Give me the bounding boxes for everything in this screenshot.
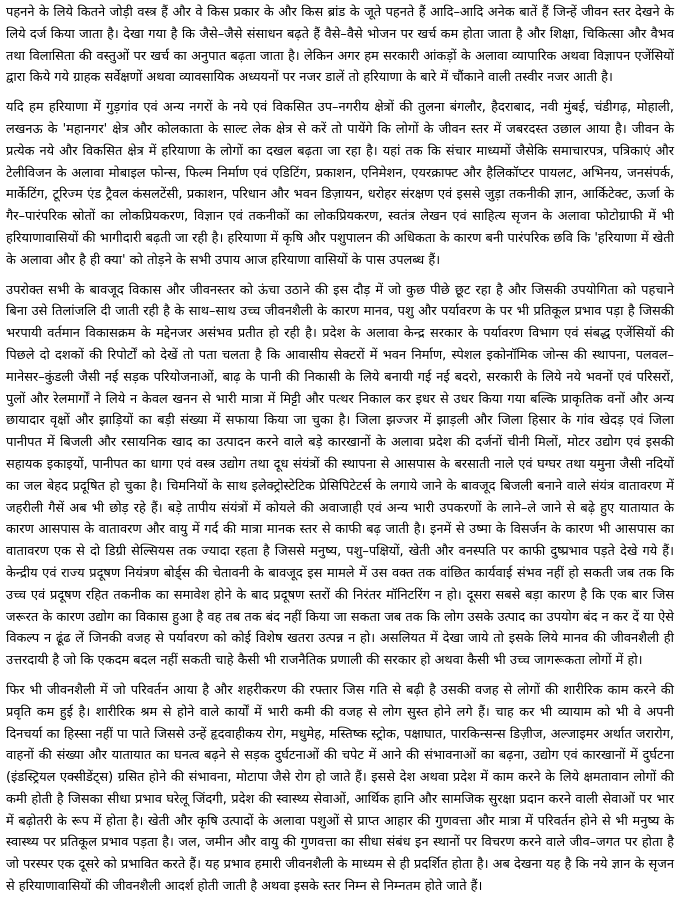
paragraph-environmental-impact: उपरोक्त सभी के बावजूद विकास और जीवनस्तर को ऊंचा उठाने की इस दौड़ में जो कुछ पीछे छूट रहा है और जिसकी उपयोगिता को पहचाने बिना उसे तिलांजलि दी जाती रही है के साथ–साथ उच्च जीवनशैली के कारण मानव, पशु और पर्यावरण के पर भी प्रतिकूल प्रभाव पड़ा है जिसकी भरपायी वर्तमान विकासक्रम के मद्देनजर असंभव प्रतीत हो रही है। प्रदेश के अलावा केन्द्र सरकार के पर्यावरण विभाग एवं संबद्ध एजेंसियों की पिछले दो दशकों की रिपोर्टों को देखें तो पता चलता है कि आवासीय सेक्टरों में भवन निर्माण, स्पेशल इकोनॉमिक जोन्स की स्थापना, पलवल–मानेसर–कुंडली जैसी नई सड़क परियोजनाओं, बाढ़ के पानी की निकासी के लिये बनायी गई नई बदरो, सरकारी के लिये नये भवनों एवं परिसरों, पुलों और रेलमार्गों ने लिये न केवल खनन से भारी मात्रा में मिट्टी और पत्थर निकाल कर इधर से उधर किया गया बल्कि प्राकृतिक वनों और अन्य छायादार वृक्षों और झाड़ियों का बड़ी संख्या में सफाया किया जा चुका है। जिला झज्जर में झाड़ली और जिला हिसार के गांव खेदड़ एवं जिला पानीपत में बिजली और रसायनिक खाद का उत्पादन करने वाले बड़े कारखानों के अलावा प्रदेश की दर्जनों चीनी मिलों, मोटर उद्योग एवं इसकी सहायक इकाइयों, पानीपत का धागा एवं वस्त्र उद्योग तथा दूध संयंत्रों की स्थापना से आसपास के बरसाती नाले एवं घग्घर तथा यमुना जैसी नदियों का जल बेहद प्रदूषित हो चुका है। चिमनियों के साथ इलेक्ट्रोस्टेटिक प्रेसिपिटेटर्स के लगाये जाने के बावजूद बिजली बनाने वाले संयंत्र वातावरण में जहरीली गैसें अब भी छोड़ रहे हैं। बड़े तापीय संयंत्रों में कोयले की अवाजाही एवं अन्य भारी उपकरणों के लाने–ले जाने से बढ़े हुए यातायात के कारण आसपास के वातावरण और वायु में गर्द की मात्रा मानक स्तर से काफी बढ़ जाती है। इनमें से उष्मा के विसर्जन के कारण भी आसपास का वातावरण एक से दो डिग्री सेल्सियस तक ज्यादा रहता है जिससे मनुष्य, पशु–पक्षियों, खेती और वनस्पति पर काफी दुष्प्रभाव पड़ते देखे गये हैं। केन्द्रीय एवं राज्य प्रदूषण नियंत्रण बोर्ड्स की चेतावनी के बावजूद इस मामले में उस वक्त तक वांछित कार्यवाई संभव नहीं हो सकती जब तक कि उच्च एवं प्रदूषण रहित तकनीक का समावेश होने के बाद प्रदूषण स्तरों की निरंतर मॉनिटरिंग न हो। दूसरा सबसे बड़ा कारण है कि एक बार जिस जरूरत के कारण उद्योग का विकास हुआ है वह तब तक बंद नहीं किया जा सकता जब तक कि लोग उसके उत्पाद का उपयोग बंद न कर दें या ऐसे विकल्प न ढूंढ लें जिनकी वजह से पर्यावरण को कोई विशेष खतरा उत्पन्न न हो। असलियत में देखा जाये तो इसके लिये मानव की जीवनशैली ही उत्तरदायी है जो कि एकदम बदल नहीं सकती चाहे कैसी भी राजनैतिक प्रणाली की सरकार हो अथवा कैसी भी उच्च जागरूकता लोगों में हो। xyxy=(6,282,674,669)
paragraph-health-effects: फिर भी जीवनशैली में जो परिवर्तन आया है और शहरीकरण की रफ्तार जिस गति से बढ़ी है उसकी वजह से लोगों की शारीरिक काम करने की प्रवृति कम हुई है। शारीरिक श्रम से होने वाले कार्यों में भारी कमी की वजह से लोग सुस्त होने लगे हैं। चाह कर भी व्यायाम को भी वे अपनी दिनचर्या का हिस्सा नहीं पा पाते जिससे उन्हें हृदवाहीकय रोग, मधुमेह, मस्तिष्क स्ट्रोक, पक्षाघात, पारकिन्सन्स डिज़ीज, अल्जाइमर अर्थात जरारोग, वाहनों की संख्या और यातायात का घनत्व बढ़ने से सड़क दुर्घटनाओं की चपेट में आने की संभावनाओं का बढ़ना, उद्योग एवं कारखानों में दुर्घटना (इंडस्ट्रियल एक्सीडेंट्स) ग्रसित होने की संभावना, मोटापा जैसे रोग हो जाते हैं। इससे देश अथवा प्रदेश में काम करने के लिये क्षमतावान लोगों की कमी होती है जिसका सीधा प्रभाव घरेलू जिंदगी, प्रदेश की स्वास्थ्य सेवाओं, आर्थिक हानि और सामजिक सुरक्षा प्रदान करने वाली सेवाओं पर भार में बढ़ोतरी के रूप में होता है। खेती और कृषि उत्पादों के अलावा पशुओं से प्राप्त आहार की गुणवत्ता और मात्रा में परिवर्तन होने से भी मनुष्य के स्वास्थ्य पर प्रतिकूल प्रभाव पड़ता है। जल, जमीन और वायु की गुणवत्ता का सीधा संबंध इन स्थानों पर विचरण करने वाले जीव–जगत पर होता है जो परस्पर एक दूसरे को प्रभावित करते हैं। यह प्रभाव हमारी जीवनशैली के माध्यम से ही प्रदर्शित होता है। अब देखना यह है कि नये ज्ञान के सृजन से हरियाणावासियों की जीवनशैली आदर्श होती जाती है अथवा इसके स्तर निम्न से निम्नतम होते जाते हैं। xyxy=(6,682,674,895)
paragraph-lifestyle-spending: पहनने के लिये कितने जोड़ी वस्त्र हैं और वे किस प्रकार के और किस ब्रांड के जूते पहनते हैं आदि–आदि अनेक बातें हैं जिन्हें जीवन स्तर देखने के लिये दर्ज किया जाता है। देखा गया है कि जैसे–जैसे संसाधन बढ़ते हैं वैसे–वैसे भोजन पर खर्च कम होता जाता है और शिक्षा, चिकित्सा और वैभव तथा विलासिता की वस्तुओं पर खर्च का अनुपात बढ़ता जाता है। लेकिन अगर हम सरकारी आंकड़ों के अलावा व्यापारिक अथवा विज्ञापन एजेंसियों द्वारा किये गये ग्राहक सर्वेक्षणों अथवा व्यावसायिक अध्ययनों पर नजर डालें तो हरियाणा के बारे में चौंकाने वाली तस्वीर नजर आती है। xyxy=(6,5,674,86)
paragraph-urban-comparison: यदि हम हरियाणा में गुड़गांव एवं अन्य नगरों के नये एवं विकसित उप–नगरीय क्षेत्रों की तुलना बंगलौर, हैदराबाद, नवी मुंबई, चंडीगढ़, मोहाली, लखनऊ के 'महानगर' क्षेत्र और कोलकाता के साल्ट लेक क्षेत्र से करें तो पायेंगे कि लोगों के जीवन स्तर में जबरदस्त उछाल आया है। जीवन के प्रत्येक नये और विकसित क्षेत्र में हरियाणा के लोगों का दखल बढ़ता जा रहा है। यहां तक कि संचार माध्यमों जैसेकि समाचारपत्र, पत्रिकाएं और टेलीविजन के अलावा मोबाइल फोन्स, फिल्म निर्माण एवं एडिटिंग, प्रकाशन, एनिमेशन, एयरक्राफ्ट और हैलिकॉप्टर पायलट, अभिनय, जनसंपर्क, मार्केटिंग, टूरिज्म एंड ट्रैवल कंसलटेंसी, प्रकाशन, परिधान और भवन डिज़ायन, धरोहर संरक्षण एवं इससे जुड़ा तकनीकी ज्ञान, आर्किटेक्ट, ऊर्जा के गैर–पारंपरिक स्रोतों का लोकप्रियकरण, विज्ञान एवं तकनीकों का लोकप्रियकरण, स्वतंत्र लेखन एवं साहित्य सृजन के अलावा फोटोग्राफी में भी हरियाणावासियों की भागीदारी बढ़ती जा रही है। हरियाणा में कृषि और पशुपालन की अधिकता के कारण बनी पारंपरिक छवि कि 'हरियाणा में खेती के अलावा और है ही क्या' को तोड़ने के सभी उपाय आज हरियाणा वासियों के पास उपलब्ध हैं। xyxy=(6,100,674,268)
